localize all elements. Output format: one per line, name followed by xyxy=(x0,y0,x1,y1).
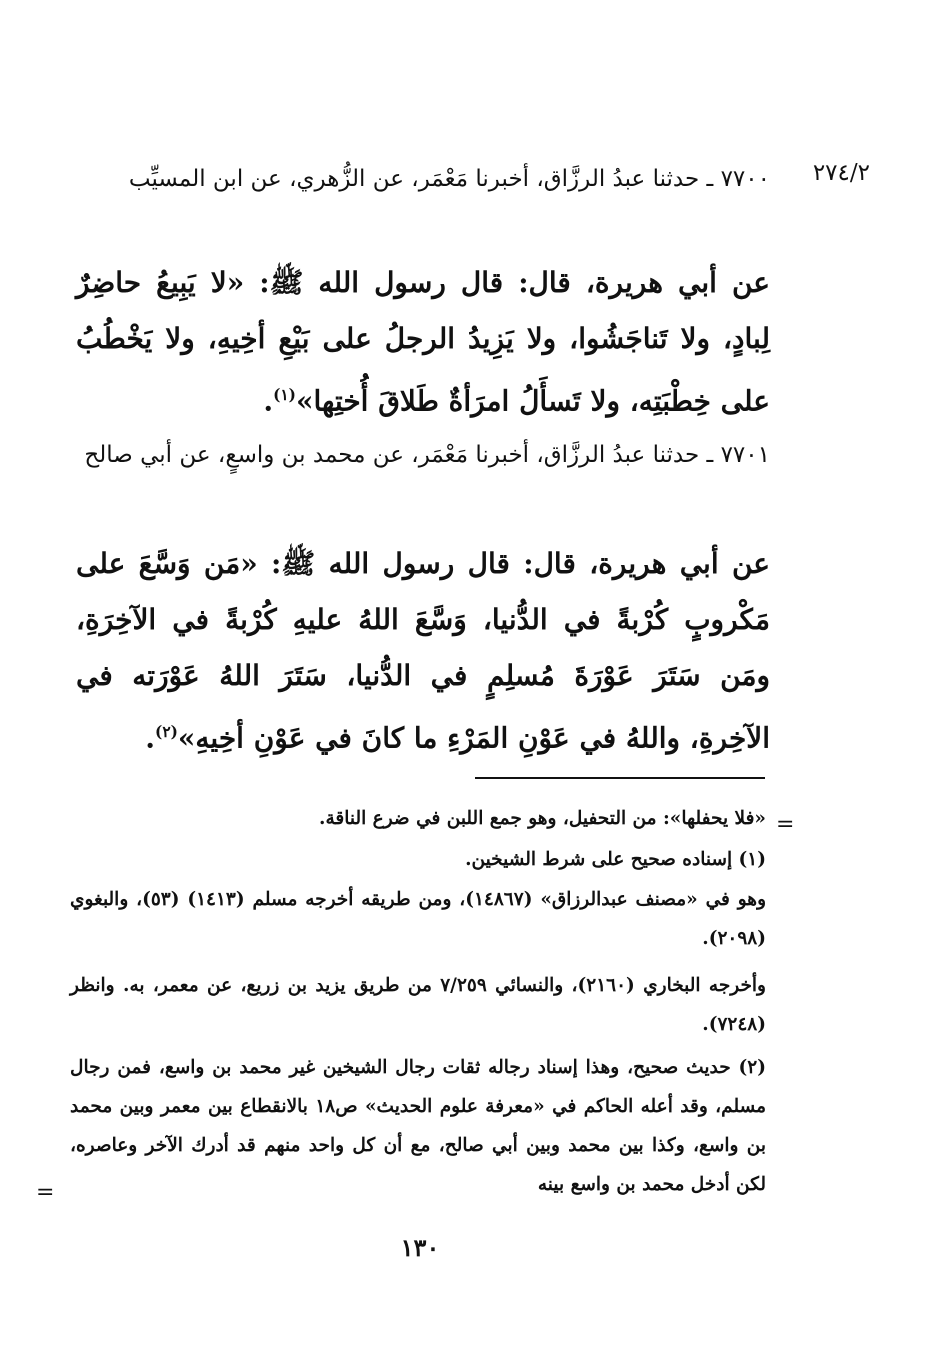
continues-next-page-marker: = xyxy=(36,1180,55,1205)
volume-page-reference: ٢٧٤/٢ xyxy=(812,160,870,186)
footnote-mark-2: (٢) xyxy=(155,723,178,741)
hadith-7700-isnad: ٧٧٠٠ ـ حدثنا عبدُ الرزَّاق، أخبرنا مَعْمَر، عن الزُّهري، عن ابن المسيِّب xyxy=(128,166,770,192)
hadith-7701-matn xyxy=(76,536,770,766)
hadith-7701-isnad: ٧٧٠١ ـ حدثنا عبدُ الرزَّاق، أخبرنا مَعْمَر، عن محمد بن واسعٍ، عن أبي صالح xyxy=(84,442,770,468)
page-number: ١٣٠ xyxy=(400,1233,440,1262)
footnote-mark-1: (١) xyxy=(273,386,296,404)
hadith-7700-matn xyxy=(76,255,770,429)
footnote-1c: وأخرجه البخاري (٢١٦٠)، والنسائي ٧/٢٥٩ من طريق يزيد بن زريع، عن معمر، به. وانظر (٧٢٤٨). xyxy=(70,975,766,1035)
footnote-separator xyxy=(475,777,765,779)
footnote-1b: وهو في «مصنف عبدالرزاق» (١٤٨٦٧)، ومن طريقه أخرجه مسلم (١٤١٣) (٥٣)، والبغوي (٢٠٩٨). xyxy=(70,889,766,949)
footnote-2: (٢) حديث صحيح، وهذا إسناد رجاله ثقات رجال الشيخين غير محمد بن واسع، فمن رجال مسلم، وقد أعله الحاكم في «معرفة علوم الحديث» ص١٨ بالانقطاع بين معمر وبين محمد بن واسع، وكذا بين محمد وبين أبي صالح، مع أن كل واحد منهم قد أدرك الآخر وعاصره، لكن أدخل محمد بن واسع بينه xyxy=(70,1057,766,1195)
footnote-1a: (١) إسناده صحيح على شرط الشيخين. xyxy=(465,849,766,870)
hadith-7700-text: عن أبي هريرة، قال: قال رسول الله ﷺ: «لا يَبِيعُ حاضِرٌ لِبادٍ، ولا تَناجَشُوا، ولا يَزِيدُ الرجلُ على بَيْعِ أخِيهِ، ولا يَخْطُبُ على خِطْبَتِه، ولا تَسأَلُ امرَأةٌ طَلاقَ أُختِها» xyxy=(76,266,770,418)
footnote-continued: «فلا يحفلها»: من التحفيل، وهو جمع اللبن في ضرع الناقة. xyxy=(319,808,766,829)
hadith-7700-end: . xyxy=(263,384,274,418)
hadith-7701-text: عن أبي هريرة، قال: قال رسول الله ﷺ: «مَن وَسَّعَ على مَكْروبٍ كُرْبةً في الدُّنيا، وَسَّعَ اللهُ عليهِ كُرْبةً في الآخِرَةِ، ومَن سَتَرَ عَوْرَةَ مُسلِمٍ في الدُّنيا، سَتَرَ اللهُ عَوْرَته في الآخِرةِ، واللهُ في عَوْنِ المَرْءِ ما كانَ في عَوْنِ أخِيهِ» xyxy=(76,547,770,755)
continued-from-previous-marker: = xyxy=(776,812,795,837)
hadith-7701-end: . xyxy=(145,721,156,755)
